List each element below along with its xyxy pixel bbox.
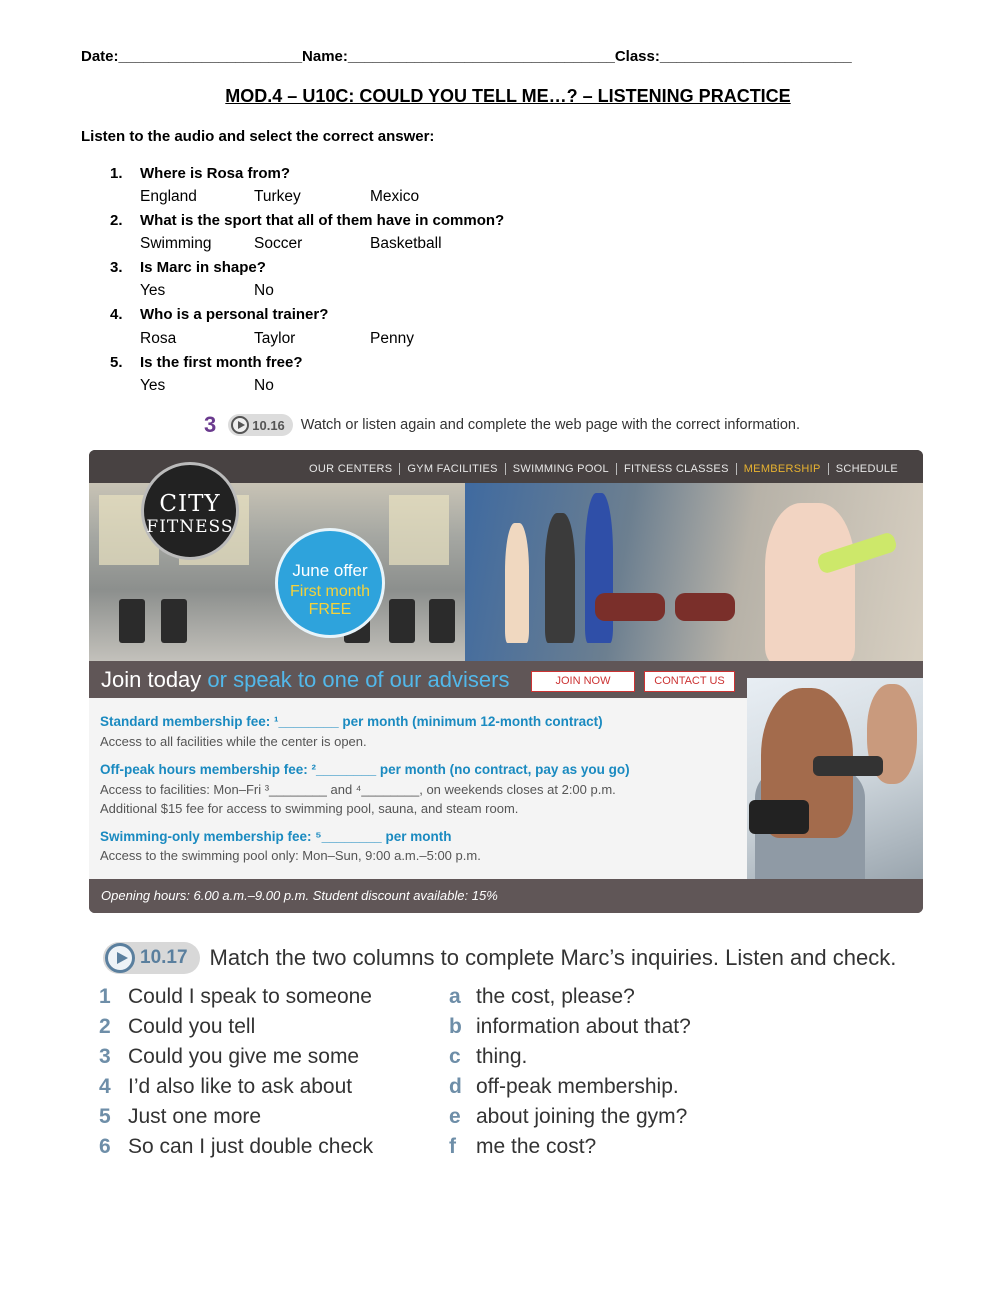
webpage-footer <box>89 879 923 913</box>
match-right[interactable]: information about that? <box>476 1015 691 1038</box>
standard-desc: Access to all facilities while the center is open. <box>100 734 367 749</box>
offpeak-extra: Additional $15 fee for access to swimming pool, sauna, and steam room. <box>100 801 519 816</box>
answer-option[interactable]: Basketball <box>370 235 442 252</box>
question-5: 5. Is the first month free? <box>110 354 303 371</box>
question-2: 2. What is the sport that all of them have in common? <box>110 212 505 229</box>
question-1: 1. Where is Rosa from? <box>110 165 291 182</box>
match-row: 4 I’d also like to ask about d off-peak membership. <box>99 1075 679 1098</box>
standard-fee: Standard membership fee: ¹________ per month (minimum 12-month contract) <box>100 714 603 729</box>
answer-option[interactable]: Yes <box>140 282 166 299</box>
join-now-button[interactable]: JOIN NOW <box>531 671 635 692</box>
advisers-link[interactable]: or speak to one of our advisers <box>207 667 510 692</box>
match-left[interactable]: I’d also like to ask about <box>128 1075 353 1098</box>
membership-info <box>89 698 747 879</box>
join-text: Join today <box>101 667 202 692</box>
nav-our-centers[interactable]: OUR CENTERS <box>309 463 393 475</box>
nav-gym-facilities[interactable]: GYM FACILITIES <box>399 463 504 475</box>
june-offer-badge: June offer First month FREE <box>275 528 385 638</box>
nav-membership[interactable]: MEMBERSHIP <box>736 463 828 475</box>
play-icon[interactable] <box>231 416 249 434</box>
match-left[interactable]: Could I speak to someone <box>128 985 372 1008</box>
nav-schedule[interactable]: SCHEDULE <box>828 463 905 475</box>
answer-option[interactable]: Rosa <box>140 330 177 347</box>
match-row: 3 Could you give me some c thing. <box>99 1045 528 1068</box>
swim-fee: Swimming-only membership fee: ⁵________ per month <box>100 829 452 844</box>
answer-option[interactable]: No <box>254 377 274 394</box>
track-number: 10.16 <box>252 417 285 433</box>
match-right[interactable]: thing. <box>476 1045 528 1068</box>
answer-option[interactable]: Mexico <box>370 188 420 205</box>
match-right[interactable]: me the cost? <box>476 1135 597 1158</box>
play-icon[interactable] <box>105 943 135 973</box>
match-left[interactable]: Could you give me some <box>128 1045 360 1068</box>
header-fields: Date:______________________Name:________________________________Class:_______________________ <box>81 48 852 65</box>
match-left[interactable]: So can I just double check <box>128 1135 374 1158</box>
question-4: 4. Who is a personal trainer? <box>110 306 329 323</box>
page-title: MOD.4 – U10C: COULD YOU TELL ME…? – LISTENING PRACTICE <box>225 86 791 106</box>
trainer-photo <box>747 678 923 879</box>
question-3: 3. Is Marc in shape? <box>110 259 266 276</box>
nav-fitness-classes[interactable]: FITNESS CLASSES <box>616 463 736 475</box>
answer-option[interactable]: No <box>254 282 274 299</box>
match-right[interactable]: about joining the gym? <box>476 1105 688 1128</box>
match-row: 2 Could you tell b information about that? <box>99 1015 691 1038</box>
answer-option[interactable]: Taylor <box>254 330 296 347</box>
match-row: 6 So can I just double check f me the cost? <box>99 1135 597 1158</box>
exercise-instruction: Match the two columns to complete Marc’s inquiries. Listen and check. <box>209 945 897 970</box>
match-row: 5 Just one more e about joining the gym? <box>99 1105 688 1128</box>
people-exercising-photo <box>465 483 923 661</box>
swim-desc: Access to the swimming pool only: Mon–Sun, 9:00 a.m.–5:00 p.m. <box>100 848 481 863</box>
exercise-instruction: Watch or listen again and complete the web page with the correct information. <box>300 417 800 433</box>
instruction: Listen to the audio and select the correct answer: <box>81 128 435 145</box>
contact-us-button[interactable]: CONTACT US <box>644 671 735 692</box>
answer-option[interactable]: Yes <box>140 377 166 394</box>
opening-hours: Opening hours: 6.00 a.m.–9.00 p.m. Student discount available: 15% <box>101 888 498 903</box>
nav-swimming-pool[interactable]: SWIMMING POOL <box>505 463 616 475</box>
offpeak-desc: Access to facilities: Mon–Fri ³________ and ⁴________, on weekends closes at 2:00 p.m. <box>100 782 616 797</box>
offpeak-fee: Off-peak hours membership fee: ²________ per month (no contract, pay as you go) <box>100 762 630 777</box>
exercise-number: 3 <box>204 412 217 437</box>
answer-option[interactable]: Turkey <box>254 188 301 205</box>
match-left[interactable]: Just one more <box>128 1105 262 1128</box>
match-row: 1 Could I speak to someone a the cost, please? <box>99 985 635 1008</box>
exercise-3-header <box>204 412 800 438</box>
match-right[interactable]: the cost, please? <box>476 985 635 1008</box>
exercise-4-header <box>103 942 896 974</box>
answer-option[interactable]: England <box>140 188 197 205</box>
match-right[interactable]: off-peak membership. <box>476 1075 679 1098</box>
answer-option[interactable]: Swimming <box>140 235 212 252</box>
answer-option[interactable]: Penny <box>370 330 414 347</box>
match-left[interactable]: Could you tell <box>128 1015 256 1038</box>
city-fitness-logo: CITY FITNESS <box>141 462 239 560</box>
track-number: 10.17 <box>140 947 188 968</box>
answer-option[interactable]: Soccer <box>254 235 303 252</box>
audio-track-badge[interactable] <box>103 942 200 974</box>
gym-webpage <box>89 450 923 913</box>
audio-track-badge[interactable] <box>228 414 293 436</box>
